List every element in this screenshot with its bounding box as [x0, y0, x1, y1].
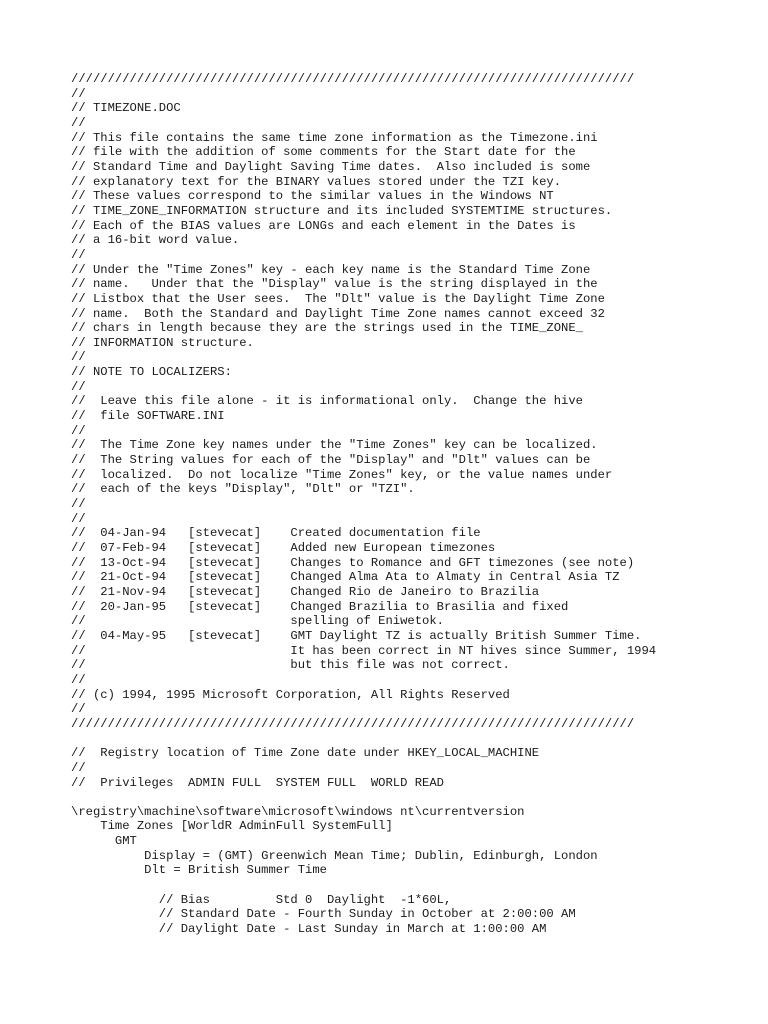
text-line: // TIME_ZONE_INFORMATION structure and its included SYSTEMTIME structures. [71, 203, 613, 218]
text-line: // Registry location of Time Zone date under HKEY_LOCAL_MACHINE [71, 746, 540, 761]
text-line: // each of the keys "Display", "Dlt" or "TZI". [71, 482, 415, 497]
text-line: // NOTE TO LOCALIZERS: [71, 365, 232, 380]
text-line: // It has been correct in NT hives since Summer, 1994 [71, 643, 657, 658]
text-line: // Standard Date - Fourth Sunday in October at 2:00:00 AM [71, 907, 576, 922]
text-line: // The Time Zone key names under the "Time Zones" key can be localized. [71, 438, 598, 453]
text-line: // [71, 672, 86, 687]
text-line: // INFORMATION structure. [71, 335, 254, 350]
text-line: // [71, 350, 86, 365]
text-line: // Under the "Time Zones" key - each key name is the Standard Time Zone [71, 262, 591, 277]
text-line: // [71, 247, 86, 262]
text-line: // This file contains the same time zone information as the Timezone.ini [71, 130, 598, 145]
text-line: // Daylight Date - Last Sunday in March at 1:00:00 AM [71, 922, 547, 937]
text-line: Dlt = British Summer Time [71, 863, 327, 878]
text-line: // name. Both the Standard and Daylight Time Zone names cannot exceed 32 [71, 306, 605, 321]
text-line: // Bias Std 0 Daylight -1*60L, [71, 892, 452, 907]
text-line: // [71, 497, 86, 512]
text-line: // Privileges ADMIN FULL SYSTEM FULL WORLD READ [71, 775, 444, 790]
text-line: // 04-May-95 [stevecat] GMT Daylight TZ is actually British Summer Time. [71, 628, 642, 643]
document-page [71, 72, 761, 937]
text-line: // [71, 511, 86, 526]
text-line: // [71, 86, 86, 101]
text-line: // explanatory text for the BINARY values stored under the TZI key. [71, 174, 562, 189]
text-line: // spelling of Eniwetok. [71, 614, 444, 629]
text-line: // Leave this file alone - it is informational only. Change the hive [71, 394, 583, 409]
text-line: // 21-Nov-94 [stevecat] Changed Rio de Janeiro to Brazilia [71, 584, 540, 599]
text-line: ///////////////////////////////////////////////////////////////////////////// [71, 72, 635, 86]
text-line: // file with the addition of some comments for the Start date for the [71, 145, 576, 160]
text-line [71, 790, 761, 805]
text-line: // (c) 1994, 1995 Microsoft Corporation, All Rights Reserved [71, 687, 510, 702]
text-line: // [71, 115, 86, 130]
text-line: // 21-Oct-94 [stevecat] Changed Alma Ata to Almaty in Central Asia TZ [71, 570, 620, 585]
text-line: // chars in length because they are the strings used in the TIME_ZONE_ [71, 321, 583, 336]
text-line: // localized. Do not localize "Time Zones" key, or the value names under [71, 467, 613, 482]
text-line: // 13-Oct-94 [stevecat] Changes to Romance and GFT timezones (see note) [71, 555, 635, 570]
text-line: // The String values for each of the "Display" and "Dlt" values can be [71, 453, 591, 468]
text-line: // [71, 423, 86, 438]
text-line: // name. Under that the "Display" value is the string displayed in the [71, 277, 598, 292]
text-line: // Each of the BIAS values are LONGs and each element in the Dates is [71, 218, 576, 233]
text-line: \registry\machine\software\microsoft\windows nt\currentversion [71, 804, 525, 819]
text-line: // 20-Jan-95 [stevecat] Changed Brazilia to Brasilia and fixed [71, 599, 569, 614]
text-line [71, 732, 761, 747]
text-line: Time Zones [WorldR AdminFull SystemFull] [71, 819, 393, 834]
text-line: // 04-Jan-94 [stevecat] Created documentation file [71, 526, 481, 541]
text-line: // 07-Feb-94 [stevecat] Added new European timezones [71, 541, 496, 555]
text-line: // Listbox that the User sees. The "Dlt" value is the Daylight Time Zone [71, 291, 605, 306]
text-line: // [71, 702, 86, 717]
text-line: ///////////////////////////////////////////////////////////////////////////// [71, 716, 635, 731]
text-line: // These values correspond to the similar values in the Windows NT [71, 189, 554, 204]
text-line: // a 16-bit word value. [71, 233, 240, 248]
text-line: Display = (GMT) Greenwich Mean Time; Dublin, Edinburgh, London [71, 848, 598, 863]
text-line: // TIMEZONE.DOC [71, 101, 181, 116]
text-line: // Standard Time and Daylight Saving Time dates. Also included is some [71, 159, 591, 174]
text-line: // [71, 379, 86, 394]
text-line: GMT [71, 834, 137, 849]
text-line: // [71, 760, 86, 775]
text-line: // but this file was not correct. [71, 658, 510, 673]
text-line: // file SOFTWARE.INI [71, 409, 225, 424]
text-line [71, 878, 761, 893]
